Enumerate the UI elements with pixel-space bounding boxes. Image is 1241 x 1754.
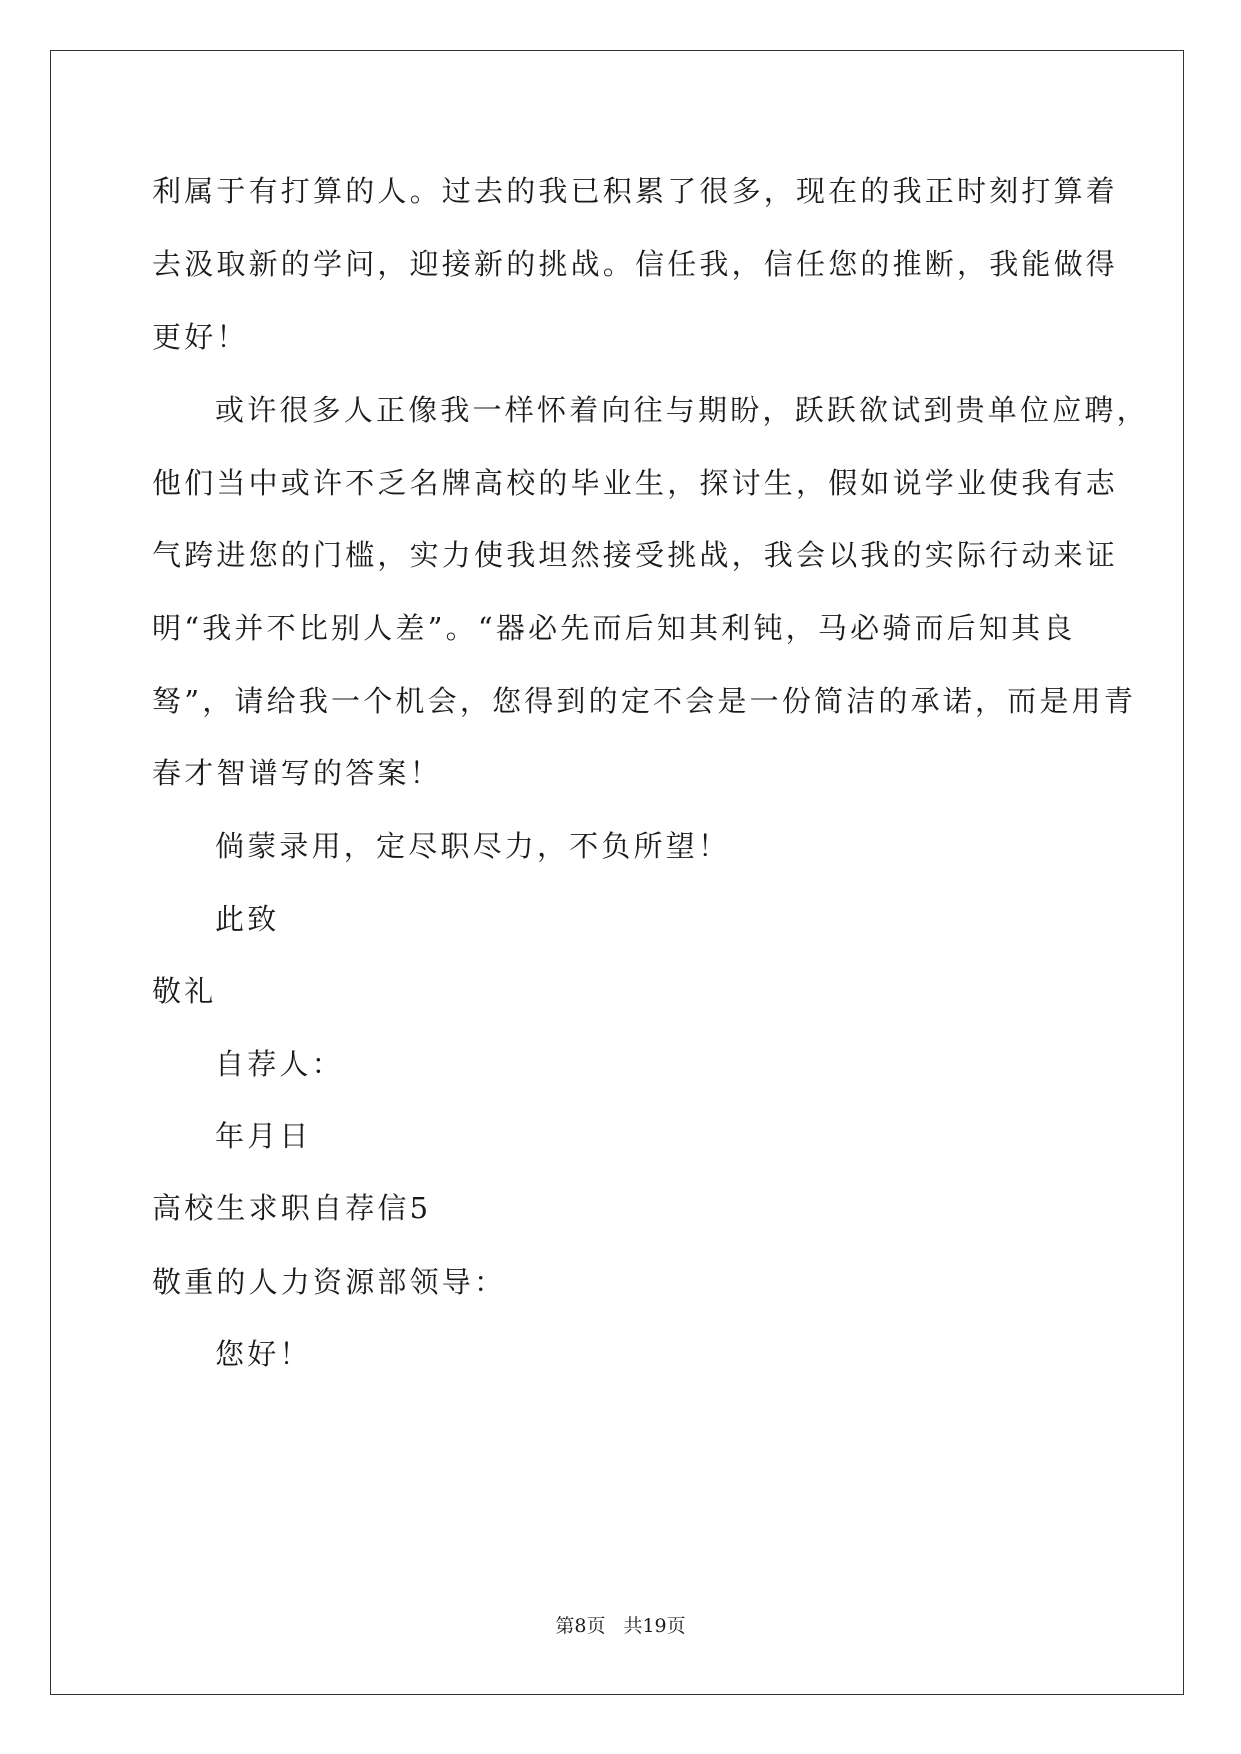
body-text-line: 春才智谱写的答案！ xyxy=(152,756,442,790)
body-text-line: 更好！ xyxy=(152,320,249,354)
paragraph-start-line: 或许很多人正像我一样怀着向往与期盼，跃跃欲试到贵单位应聘， xyxy=(215,393,1149,427)
signature-label: 自荐人： xyxy=(215,1047,344,1081)
salutation-cizhi: 此致 xyxy=(215,902,280,936)
page-border xyxy=(50,50,1184,1695)
body-text-line: 他们当中或许不乏名牌高校的毕业生，探讨生，假如说学业使我有志 xyxy=(152,466,1119,500)
body-text-line: 利属于有打算的人。过去的我已积累了很多，现在的我正时刻打算着 xyxy=(152,174,1119,208)
body-text-line: 明“我并不比别人差”。“器必先而后知其利钝，马必骑而后知其良 xyxy=(152,611,1076,645)
letter-hello: 您好！ xyxy=(215,1337,312,1371)
page-footer xyxy=(0,1614,1241,1638)
body-text-line: 驽”，请给我一个机会，您得到的定不会是一份简洁的承诺，而是用青 xyxy=(152,684,1137,718)
page-number-current: 第8页 xyxy=(555,1615,606,1637)
letter-greeting: 敬重的人力资源部领导： xyxy=(152,1265,507,1299)
body-text-line: 去汲取新的学问，迎接新的挑战。信任我，信任您的推断，我能做得 xyxy=(152,247,1119,281)
closing-statement: 倘蒙录用，定尽职尽力，不负所望！ xyxy=(215,829,731,863)
date-label: 年月日 xyxy=(215,1119,312,1153)
body-text-line: 气跨进您的门槛，实力使我坦然接受挑战，我会以我的实际行动来证 xyxy=(152,538,1119,572)
salutation-jingli: 敬礼 xyxy=(152,974,217,1008)
page-number-total: 共19页 xyxy=(623,1615,686,1637)
section-title: 高校生求职自荐信5 xyxy=(152,1191,432,1225)
